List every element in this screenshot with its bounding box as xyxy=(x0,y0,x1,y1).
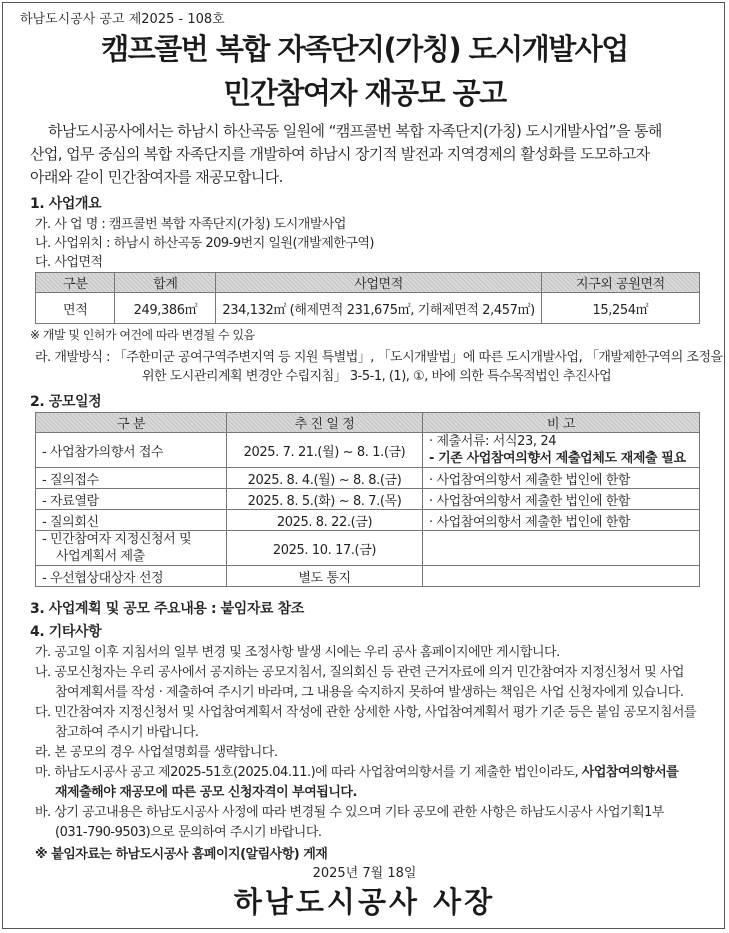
misc-item: 다. 민간참여자 지정신청서 및 사업참여계획서 작성에 관한 상세한 사항, 사업참여계획서 평가 기준 등은 붙임 공모지침서를 xyxy=(35,705,697,720)
table-cell: - 질의접수 xyxy=(36,468,227,489)
misc-item: 바. 상기 공고내용은 하남도시공사 사정에 따라 변경될 수 있으며 기타 공모에 관한 사항은 하남도시공사 사업기획1부 xyxy=(35,805,664,820)
table-cell: 15,254㎡ xyxy=(541,293,699,324)
table-cell: 2025. 8. 22.(금) xyxy=(227,510,423,531)
table-row xyxy=(36,531,700,566)
row-label: - 민간참여자 지정신청서 및 xyxy=(42,532,192,547)
development-method-cont: 위한 도시관리계획 변경안 수립지침」 3-5-1, (1), ①, 바에 의한 특수목적법인 추진사업 xyxy=(142,369,612,384)
section-1-heading: 1. 사업개요 xyxy=(30,196,102,212)
table-header: 구 분 xyxy=(36,413,227,433)
table-header: 지구외 공원면적 xyxy=(541,273,699,293)
intro-line: 아래와 같이 민간참여자를 재공모합니다. xyxy=(30,168,283,186)
misc-item-cont: 참여계획서를 작성 · 제출하여 주시기 바라며, 그 내용을 숙지하지 못하여 발생하는 책임은 사업 신청자에게 있습니다. xyxy=(55,685,684,700)
section-4-heading: 4. 기타사항 xyxy=(30,624,102,640)
note-line: - 기존 사업참여의향서 제출업체도 재제출 필요 xyxy=(429,451,686,466)
misc-item: 가. 공고일 이후 지침서의 일부 변경 및 조정사항 발생 시에는 우리 공사 홈페이지에만 게시합니다. xyxy=(35,645,560,660)
page-subtitle: 민간참여자 재공모 공고 xyxy=(223,76,506,110)
table-cell xyxy=(423,433,700,468)
table-cell: 2025. 7. 21.(월) ~ 8. 1.(금) xyxy=(227,433,423,468)
development-method: 라. 개발방식 : 「주한미군 공여구역주변지역 등 지원 특별법」, 「도시개발법」에 따른 도시개발사업, 「개발제한구역의 조정을 xyxy=(35,350,723,365)
table-cell xyxy=(423,566,700,587)
table-cell xyxy=(423,531,700,566)
section-3-heading: 3. 사업계획 및 공모 주요내용 : 붙임자료 참조 xyxy=(30,601,304,617)
intro-line: 산업, 업무 중심의 복합 자족단지를 개발하여 하남시 장기적 발전과 지역경제의 활성화를 도모하고자 xyxy=(30,145,650,163)
row-label: 사업계획서 제출 xyxy=(56,549,145,564)
table-cell: · 사업참여의향서 제출한 법인에 한함 xyxy=(423,468,700,489)
intro-paragraph xyxy=(30,120,706,189)
table-header: 비 고 xyxy=(423,413,700,433)
misc-item: 나. 공모신청자는 우리 공사에서 공지하는 공모지침서, 질의회신 등 관련 근거자료에 의거 민간참여자 지정신청서 및 사업 xyxy=(35,665,684,680)
table-row xyxy=(36,468,700,489)
project-area-label: 다. 사업면적 xyxy=(35,255,103,270)
table-row xyxy=(36,510,700,531)
table-cell: 2025. 8. 5.(화) ~ 8. 7.(목) xyxy=(227,489,423,510)
misc-item-emphasis: 사업참여의향서를 xyxy=(581,765,679,780)
table-cell: · 사업참여의향서 제출한 법인에 한함 xyxy=(423,510,700,531)
table-row xyxy=(36,566,700,587)
misc-item-cont: 참고하여 주시기 바랍니다. xyxy=(55,725,199,740)
project-name: 가. 사 업 명 : 캠프콜번 복합 자족단지(가칭) 도시개발사업 xyxy=(35,217,346,232)
table-cell xyxy=(36,531,227,566)
table-cell: 2025. 8. 4.(월) ~ 8. 8.(금) xyxy=(227,468,423,489)
notice-date: 2025년 7월 18일 xyxy=(312,866,417,881)
table-cell: 2025. 10. 17.(금) xyxy=(227,531,423,566)
table-cell: 면적 xyxy=(36,293,115,324)
table-row xyxy=(36,489,700,510)
misc-item: 라. 본 공모의 경우 사업설명회를 생략합니다. xyxy=(35,745,278,760)
table-header: 구분 xyxy=(36,273,115,293)
section-2-heading: 2. 공모일정 xyxy=(30,394,102,410)
area-note: ※ 개발 및 인허가 여건에 따라 변경될 수 있음 xyxy=(30,328,255,342)
misc-item xyxy=(35,761,678,780)
area-table xyxy=(35,272,700,324)
attachment-note: ※ 붙임자료는 하남도시공사 홈페이지(알림사항) 게재 xyxy=(35,847,328,862)
table-header: 사업면적 xyxy=(216,273,541,293)
intro-line: 하남도시공사에서는 하남시 하산곡동 일원에 “캠프콜번 복합 자족단지(가칭) 도시개발사업”을 통해 xyxy=(48,122,662,140)
misc-item-cont: (031-790-9503)으로 문의하여 주시기 바랍니다. xyxy=(55,825,322,840)
table-cell: - 질의회신 xyxy=(36,510,227,531)
table-row xyxy=(36,433,700,468)
table-cell: 별도 통지 xyxy=(227,566,423,587)
table-header: 추 진 일 정 xyxy=(227,413,423,433)
project-location: 나. 사업위치 : 하남시 하산곡동 209-9번지 일원(개발제한구역) xyxy=(35,236,375,251)
issuer-signature: 하남도시공사 사장 xyxy=(233,885,496,919)
table-cell: · 사업참여의향서 제출한 법인에 한함 xyxy=(423,489,700,510)
table-cell: 249,386㎡ xyxy=(115,293,216,324)
table-header: 합계 xyxy=(115,273,216,293)
notice-number: 하남도시공사 공고 제2025 - 108호 xyxy=(20,12,225,27)
misc-item-text: 마. 하남도시공사 공고 제2025-51호(2025.04.11.)에 따라 사업참여의향서를 기 제출한 법인이라도, xyxy=(35,765,582,780)
table-cell: - 우선협상대상자 선정 xyxy=(36,566,227,587)
note-line: · 제출서류: 서식23, 24 xyxy=(429,434,557,449)
table-cell: 234,132㎡ (해제면적 231,675㎡, 기해제면적 2,457㎡) xyxy=(216,293,541,324)
schedule-table xyxy=(35,412,700,587)
table-cell: - 자료열람 xyxy=(36,489,227,510)
table-cell: - 사업참가의향서 접수 xyxy=(36,433,227,468)
misc-item-cont: 재제출해야 재공모에 따른 공모 신청자격이 부여됩니다. xyxy=(55,785,357,800)
page-title: 캠프콜번 복합 자족단지(가칭) 도시개발사업 xyxy=(101,32,628,66)
